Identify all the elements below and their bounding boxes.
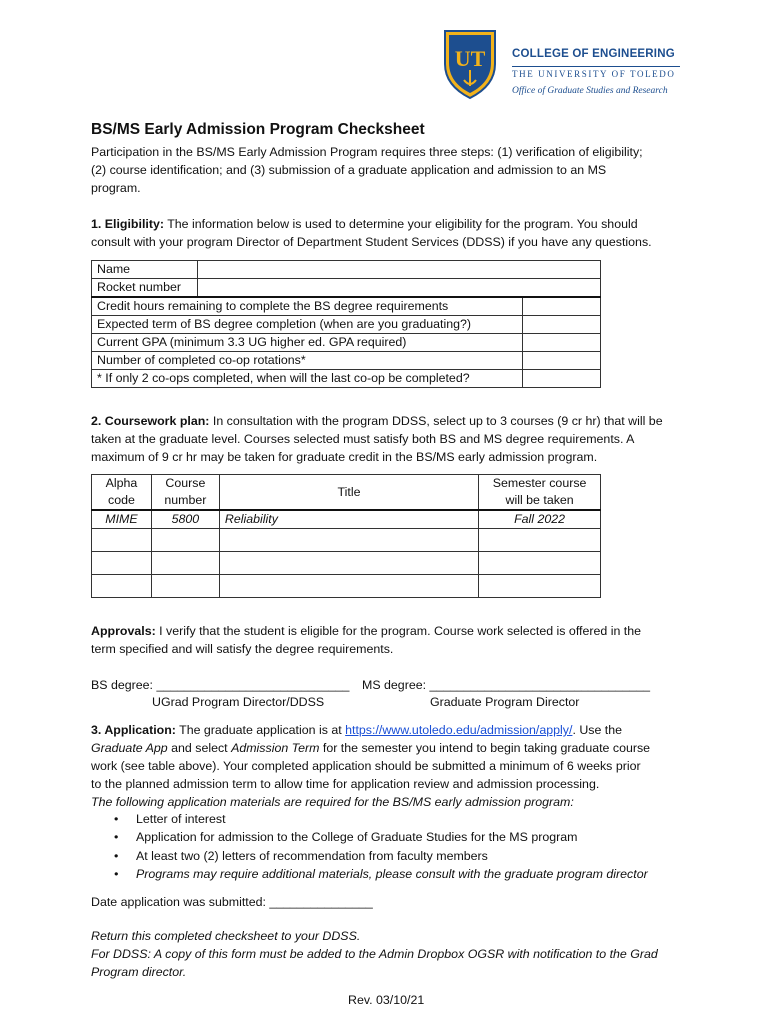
- name-field[interactable]: [197, 261, 600, 279]
- ut-shield-icon: [442, 28, 498, 100]
- table-row: [92, 279, 601, 298]
- expected-term-label: Expected term of BS degree completion (when are you graduating?): [92, 316, 523, 334]
- ms-degree-signature-line[interactable]: MS degree: ________________________________: [362, 678, 651, 692]
- number-cell[interactable]: [151, 529, 219, 552]
- intro-line-2: (2) course identification; and (3) submission of a graduate application and admission to an MS: [91, 163, 607, 177]
- revision-date: Rev. 03/10/21: [348, 993, 425, 1007]
- application-paragraph-line-4: to the planned admission term to allow time for application review and admission processing.: [91, 777, 600, 791]
- table-row: [92, 575, 601, 598]
- alpha-cell[interactable]: [92, 552, 152, 575]
- logo-university-name: THE UNIVERSITY OF TOLEDO: [512, 69, 676, 79]
- coursework-paragraph-line-2: taken at the graduate level. Courses selected must satisfy both BS and MS degree requirements. A: [91, 432, 635, 446]
- table-row: [92, 529, 601, 552]
- application-paragraph-line-3: work (see table above). Your completed application should be submitted a minimum of 6 weeks prior: [91, 759, 641, 773]
- logo-college-name: COLLEGE OF ENGINEERING: [512, 48, 675, 60]
- logo-divider: [512, 66, 680, 67]
- date-submitted-line[interactable]: Date application was submitted: _______________: [91, 895, 373, 909]
- bs-degree-signature-line[interactable]: BS degree: ____________________________: [91, 678, 350, 692]
- svg-text:UT: UT: [454, 46, 486, 71]
- ms-signer-role: Graduate Program Director: [430, 695, 580, 709]
- list-item: • At least two (2) letters of recommendation from faculty members: [110, 847, 648, 865]
- coursework-table: [91, 474, 601, 598]
- coursework-paragraph-line-1: 2. Coursework plan: In consultation with the program DDSS, select up to 3 courses (9 cr hr) that will be: [91, 414, 663, 428]
- logo-office-name: Office of Graduate Studies and Research: [512, 86, 668, 96]
- table-row: [92, 352, 601, 370]
- example-title: Reliability: [219, 510, 478, 529]
- expected-term-field[interactable]: [523, 316, 601, 334]
- last-coop-label: * If only 2 co-ops completed, when will the last co-op be completed?: [92, 370, 523, 388]
- example-alpha: MIME: [92, 510, 152, 529]
- approvals-heading: Approvals:: [91, 624, 156, 638]
- application-paragraph-line-1: 3. Application: The graduate application is at https://www.utoledo.edu/admission/apply/. Use the: [91, 723, 623, 737]
- list-item: • Application for admission to the College of Graduate Studies for the MS program: [110, 828, 648, 846]
- name-label: Name: [92, 261, 198, 279]
- example-number: 5800: [151, 510, 219, 529]
- semester-cell[interactable]: [479, 552, 601, 575]
- coop-rotations-label: Number of completed co-op rotations*: [92, 352, 523, 370]
- materials-list: [110, 810, 648, 883]
- approvals-paragraph-line-1: Approvals: I verify that the student is eligible for the program. Course work selected is offered in the: [91, 624, 642, 638]
- last-coop-field[interactable]: [523, 370, 601, 388]
- semester-header: Semester course will be taken: [479, 475, 601, 511]
- application-paragraph-line-2: Graduate App and select Admission Term for the semester you intend to begin taking graduate course: [91, 741, 651, 755]
- coursework-paragraph-line-3: maximum of 9 cr hr may be taken for graduate credit in the BS/MS early admission program.: [91, 450, 598, 464]
- application-link[interactable]: https://www.utoledo.edu/admission/apply/: [345, 723, 573, 737]
- current-gpa-field[interactable]: [523, 334, 601, 352]
- example-row: [92, 510, 601, 529]
- title-cell[interactable]: [219, 529, 478, 552]
- credit-hours-field[interactable]: [523, 297, 601, 316]
- eligibility-table: [91, 260, 601, 388]
- course-number-header: Course number: [151, 475, 219, 511]
- college-logo: [442, 28, 692, 102]
- coursework-heading: 2. Coursework plan:: [91, 414, 210, 428]
- alpha-cell[interactable]: [92, 529, 152, 552]
- ddss-instruction-line-1: For DDSS: A copy of this form must be added to the Admin Dropbox OGSR with notification to the Grad: [91, 947, 658, 961]
- credit-hours-label: Credit hours remaining to complete the BS degree requirements: [92, 297, 523, 316]
- rocket-number-field[interactable]: [197, 279, 600, 298]
- ddss-instruction-line-2: Program director.: [91, 965, 187, 979]
- intro-line-3: program.: [91, 181, 141, 195]
- list-item: • Programs may require additional materials, please consult with the graduate program director: [110, 865, 648, 883]
- number-cell[interactable]: [151, 575, 219, 598]
- eligibility-paragraph-line-2: consult with your program Director of Department Student Services (DDSS) if you have any questions.: [91, 235, 652, 249]
- table-row: [92, 261, 601, 279]
- alpha-code-header: Alpha code: [92, 475, 152, 511]
- intro-line-1: Participation in the BS/MS Early Admission Program requires three steps: (1) verification of eligibility;: [91, 145, 643, 159]
- eligibility-paragraph-line-1: 1. Eligibility: The information below is used to determine your eligibility for the program. You should: [91, 217, 638, 231]
- semester-cell[interactable]: [479, 529, 601, 552]
- page-title: BS/MS Early Admission Program Checksheet: [91, 121, 425, 138]
- application-materials-intro: The following application materials are required for the BS/MS early admission program:: [91, 795, 574, 809]
- table-row: [92, 297, 601, 316]
- list-item: • Letter of interest: [110, 810, 648, 828]
- table-header-row: [92, 475, 601, 511]
- semester-cell[interactable]: [479, 575, 601, 598]
- coop-rotations-field[interactable]: [523, 352, 601, 370]
- rocket-number-label: Rocket number: [92, 279, 198, 298]
- application-heading: 3. Application:: [91, 723, 176, 737]
- alpha-cell[interactable]: [92, 575, 152, 598]
- title-header: Title: [219, 475, 478, 511]
- table-row: [92, 334, 601, 352]
- title-cell[interactable]: [219, 575, 478, 598]
- number-cell[interactable]: [151, 552, 219, 575]
- table-row: [92, 316, 601, 334]
- title-cell[interactable]: [219, 552, 478, 575]
- bs-signer-role: UGrad Program Director/DDSS: [152, 695, 325, 709]
- return-instruction: Return this completed checksheet to your DDSS.: [91, 929, 361, 943]
- table-row: [92, 370, 601, 388]
- current-gpa-label: Current GPA (minimum 3.3 UG higher ed. GPA required): [92, 334, 523, 352]
- table-row: [92, 552, 601, 575]
- approvals-paragraph-line-2: term specified and will satisfy the degree requirements.: [91, 642, 394, 656]
- example-semester: Fall 2022: [479, 510, 601, 529]
- eligibility-heading: 1. Eligibility:: [91, 217, 164, 231]
